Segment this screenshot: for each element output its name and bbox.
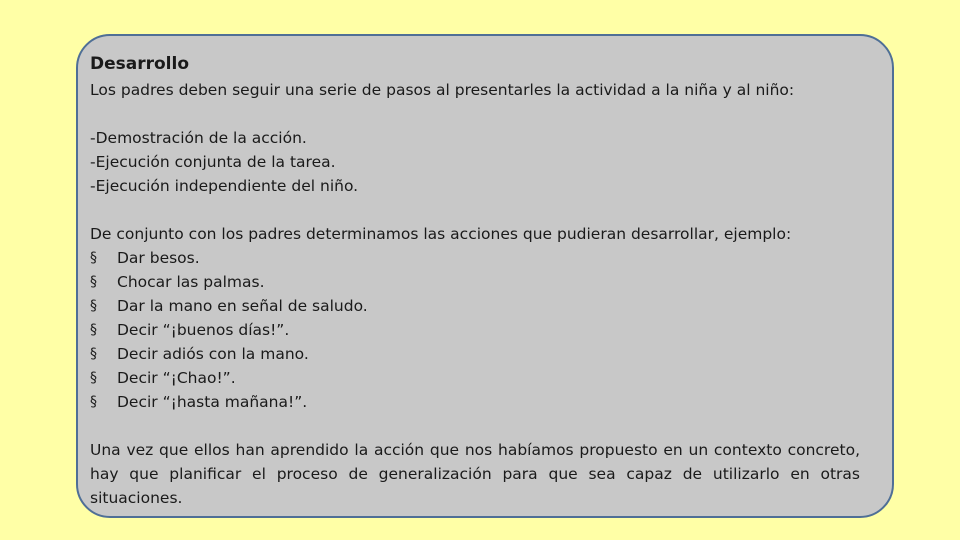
list-item: [90, 366, 860, 390]
step-item: -Ejecución conjunta de la tarea.: [90, 153, 336, 171]
bullet-icon: §: [90, 274, 97, 290]
list-item: [90, 270, 860, 294]
conclusion-text: Una vez que ellos han aprendido la acción que nos habíamos propuesto en un contexto concreto, hay que planificar el proceso de generalización para que sea capaz de utilizarlo en otras situaciones.: [90, 441, 860, 507]
actions-intro: De conjunto con los padres determinamos las acciones que pudieran desarrollar, ejemplo:: [90, 225, 792, 243]
spacer: [90, 102, 860, 126]
step-item: -Demostración de la acción.: [90, 129, 307, 147]
bullet-icon: §: [90, 322, 97, 338]
bullet-icon: §: [90, 394, 97, 410]
section-title: Desarrollo: [90, 54, 190, 74]
action-label: Decir “¡Chao!”.: [117, 369, 236, 387]
list-item: [90, 294, 860, 318]
list-item: [90, 342, 860, 366]
action-label: Decir adiós con la mano.: [117, 345, 309, 363]
list-item: [90, 246, 860, 270]
step-item: -Ejecución independiente del niño.: [90, 177, 359, 195]
bullet-icon: §: [90, 298, 97, 314]
actions-list: [90, 246, 860, 414]
action-label: Decir “¡hasta mañana!”.: [117, 393, 308, 411]
spacer: [90, 414, 860, 438]
action-label: Dar besos.: [117, 249, 200, 267]
action-label: Dar la mano en señal de saludo.: [117, 297, 368, 315]
bullet-icon: §: [90, 346, 97, 362]
bullet-icon: §: [90, 250, 97, 266]
intro-text: Los padres deben seguir una serie de pasos al presentarles la actividad a la niña y al niño:: [90, 81, 795, 99]
bullet-icon: §: [90, 370, 97, 386]
list-item: [90, 390, 860, 414]
steps-list: [90, 126, 860, 198]
action-label: Chocar las palmas.: [117, 273, 265, 291]
action-label: Decir “¡buenos días!”.: [117, 321, 290, 339]
list-item: [90, 318, 860, 342]
content-text: [90, 52, 860, 510]
spacer: [90, 198, 860, 222]
